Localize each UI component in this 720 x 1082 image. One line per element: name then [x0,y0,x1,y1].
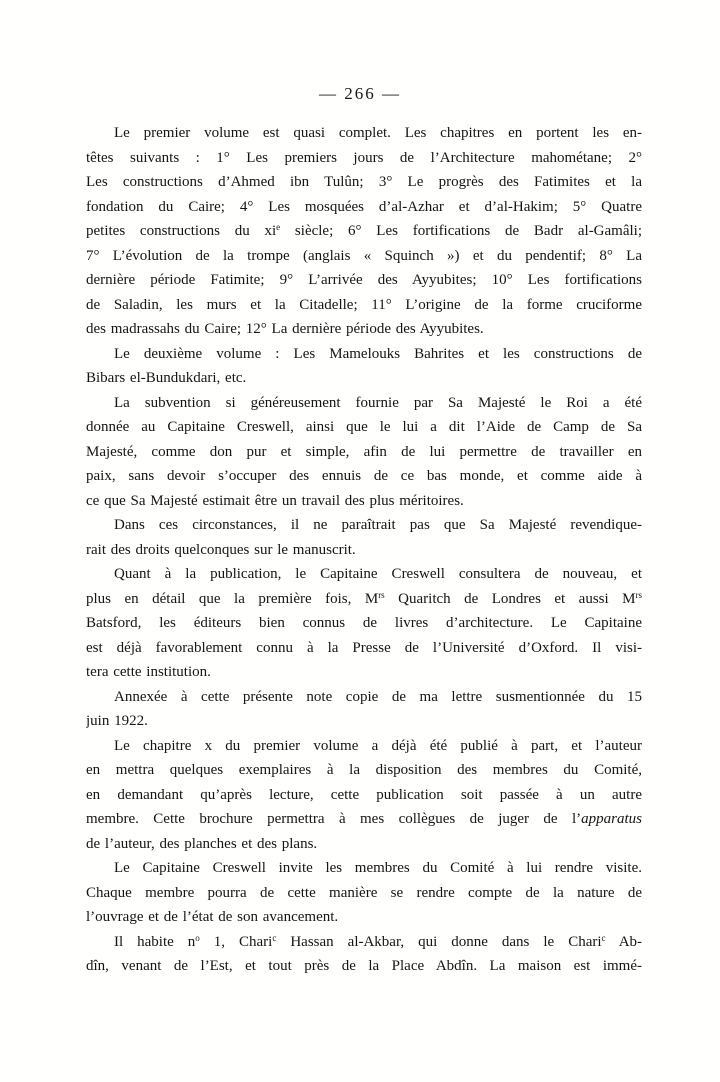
text-line: fondation du Caire; 4° Les mosquées d’al-Azhar et d’al-Hakim; 5° Quatre [86,198,642,215]
text-line: Le chapitre x du premier volume a déjà été publié à part, et l’auteur [114,737,642,754]
text-line: juin 1922. [86,713,148,729]
text-line: Chaque membre pourra de cette manière se rendre compte de la nature de [86,884,642,901]
page-number: — 266 — [319,84,401,103]
text-line: membre. Cette brochure permettra à mes collègues de juger de l’apparatus [86,811,642,827]
text-line: dernière période Fatimite; 9° L’arrivée des Ayyubites; 10° Les fortifications [86,272,642,288]
text-line: Dans ces circonstances, il ne paraîtrait pas que Sa Majesté revendique- [114,517,642,533]
text-line: rait des droits quelconques sur le manuscrit. [86,541,356,558]
text-line: l’ouvrage et de l’état de son avancement. [86,909,339,925]
text-line: petites constructions du $xi^e$ siècle; 6° Les fortifications de Badr al-Gamâli; [86,222,642,239]
text-line: têtes suivants : 1° Les premiers jours de l’Architecture mahométane; 2° [86,149,642,166]
text-line: dîn, venant de l’Est, et tout près de la Place Abdîn. La maison est immé- [86,958,642,974]
text-line: Le Capitaine Creswell invite les membres du Comité à lui rendre visite. [114,860,642,876]
text-line: paix, sans devoir s’occuper des ennuis de ce bas monde, et comme aide à [86,468,642,484]
text-line: Le premier volume est quasi complet. Les chapitres en portent les en- [114,125,642,141]
text-line: Bibars el-Bundukdari, etc. [86,370,247,386]
text-line: Annexée à cette présente note copie de ma lettre susmentionnée du 15 [114,688,642,705]
text-line: de l’auteur, des planches et des plans. [86,835,318,852]
text-line: en mettra quelques exemplaires à la disposition des membres du Comité, [86,762,642,778]
text-line: des madrassahs du Caire; 12° La dernière période des Ayyubites. [86,321,484,337]
text-line: est déjà favorablement connu à la Presse de l’Université d’Oxford. Il visi- [86,639,642,656]
text-line: La subvention si généreusement fournie par Sa Majesté le Roi a été [114,394,642,411]
text-line: Quant à la publication, le Capitaine Creswell consultera de nouveau, et [114,566,642,582]
text-line: Batsford, les éditeurs bien connus de livres d’architecture. Le Capitaine [86,615,642,631]
text-line: de Saladin, les murs et la Citadelle; 11° L’origine de la forme cruciforme [86,296,642,313]
text-block [86,121,642,979]
text-line: Le deuxième volume : Les Mamelouks Bahrites et les constructions de [114,345,642,362]
text-line: Il habite $n^o$ 1, Chari$^c$ Hassan al-Akbar, qui donne dans le Chari$^c$ Ab- [114,932,642,950]
text-line: Majesté, comme don pur et simple, afin de lui permettre de travailler en [86,443,642,460]
text-line: plus en détail que la première fois, $M^{rs}$ Quaritch de Londres et aussi $M^{rs}$ [86,589,642,607]
text-line: donnée au Capitaine Creswell, ainsi que le lui a dit l’Aide de Camp de Sa [86,419,642,435]
text-line: en demandant qu’après lecture, cette publication soit passée à un autre [86,786,642,803]
text-line: 7° L’évolution de la trompe (anglais « Squinch ») et du pendentif; 8° La [86,247,642,264]
text-line: ce que Sa Majesté estimait être un travail des plus méritoires. [86,492,464,509]
text-line: Les constructions d’Ahmed ibn Tulûn; 3° Le progrès des Fatimites et la [86,174,642,190]
text-line: tera cette institution. [86,664,211,680]
